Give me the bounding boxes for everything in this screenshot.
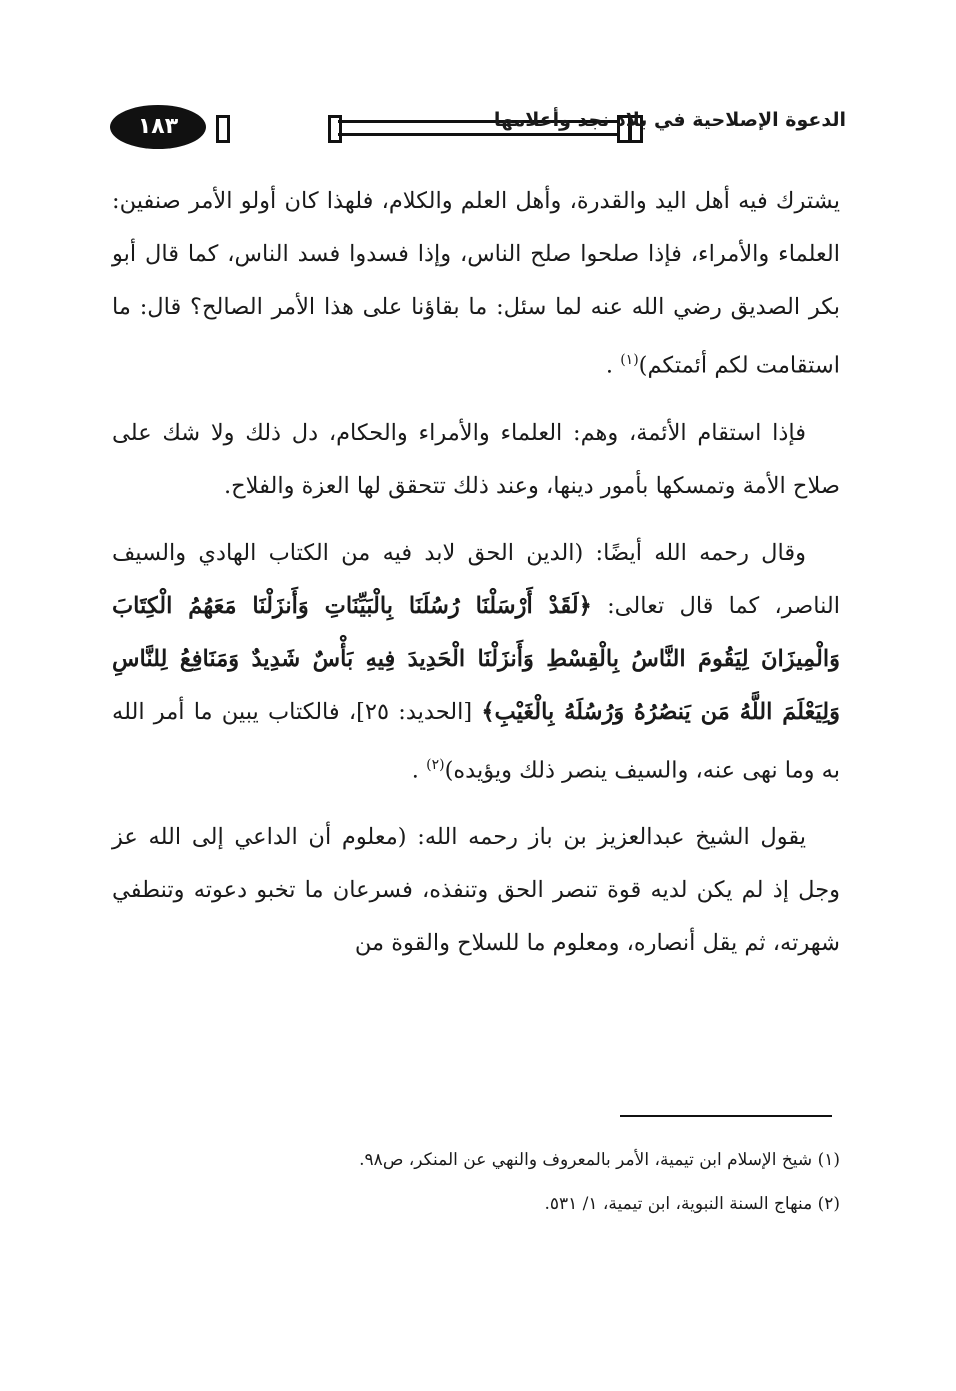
- page-header: [110, 103, 846, 153]
- footnote-1: (١) شيخ الإسلام ابن تيمية، الأمر بالمعروف والنهي عن المنكر، ص٩٨.: [359, 1150, 840, 1170]
- footnote-ref-2: (٢): [426, 756, 445, 773]
- paragraph-1-end: .: [605, 352, 614, 379]
- paragraph-1-text: يشترك فيه أهل اليد والقدرة، وأهل العلم والكلام، فلهذا كان أولو الأمر صنفين: العلماء والأمراء، فإذا صلحوا صلح الناس، وإذا فسدوا فسد الناس، كما قال أبو بكر الصديق رضي الله عنه لما سئل: ما بقاؤنا على هذا الأمر الصالح؟ قال: ما استقامت لكم أئمتكم): [112, 188, 840, 379]
- footnote-separator: [620, 1115, 832, 1117]
- paragraph-3-end: فالكتاب يبين ما أمر الله به وما نهى عنه، والسيف ينصر ذلك ويؤيده): [112, 698, 840, 783]
- footnote-2: (٢) منهاج السنة النبوية، ابن تيمية، ١/ ٥٣١.: [544, 1194, 840, 1214]
- quran-verse: ﴿لَقَدْ أَرْسَلْنَا رُسُلَنَا بِالْبَيِّنَاتِ وَأَنزَلْنَا مَعَهُمُ الْكِتَابَ وَالْمِيزَانَ لِيَقُومَ النَّاسُ بِالْقِسْطِ وَأَنزَلْنَا الْحَدِيدَ فِيهِ بَأْسٌ شَدِيدٌ وَمَنَافِعُ لِلنَّاسِ وَلِيَعْلَمَ اللَّهُ مَن يَنصُرُهُ وَرُسُلَهُ بِالْغَيْبِ﴾: [112, 592, 840, 725]
- header-ornament-bracket: [216, 115, 230, 143]
- paragraph-4: يقول الشيخ عبدالعزيز بن باز رحمه الله: (معلوم أن الداعي إلى الله عز وجل إذ لم يكن لديه قوة تنصر الحق وتنفذه، فسرعان ما تخبو دعوته وتنطفي شهرته، ثم يقل أنصاره، ومعلوم ما للسلاح والقوة من: [112, 824, 840, 956]
- footnote-ref-1: (١): [620, 352, 639, 368]
- quran-citation: [الحديد: ٢٥]،: [348, 698, 473, 725]
- paragraph-3-dot: .: [411, 757, 419, 783]
- running-title: الدعوة الإصلاحية في بلاد نجد وأعلامها: [493, 109, 846, 131]
- body-text: [112, 175, 840, 984]
- paragraph-2: فإذا استقام الأئمة، وهم: العلماء والأمراء والحكام، دل ذلك ولا شك على صلاح الأمة وتمسكها بأمور دينها، وعند ذلك تتحقق لها العزة والفلاح.: [112, 419, 840, 499]
- paragraph-3-intro: وقال رحمه الله أيضًا: (الدين الحق لابد فيه من الكتاب الهادي والسيف الناصر، كما قال تعالى:: [112, 539, 841, 619]
- page-number: ١٨٣: [110, 105, 206, 149]
- footnotes: [200, 1138, 840, 1226]
- paragraph-3: [112, 527, 840, 798]
- paragraph-1: [112, 175, 840, 393]
